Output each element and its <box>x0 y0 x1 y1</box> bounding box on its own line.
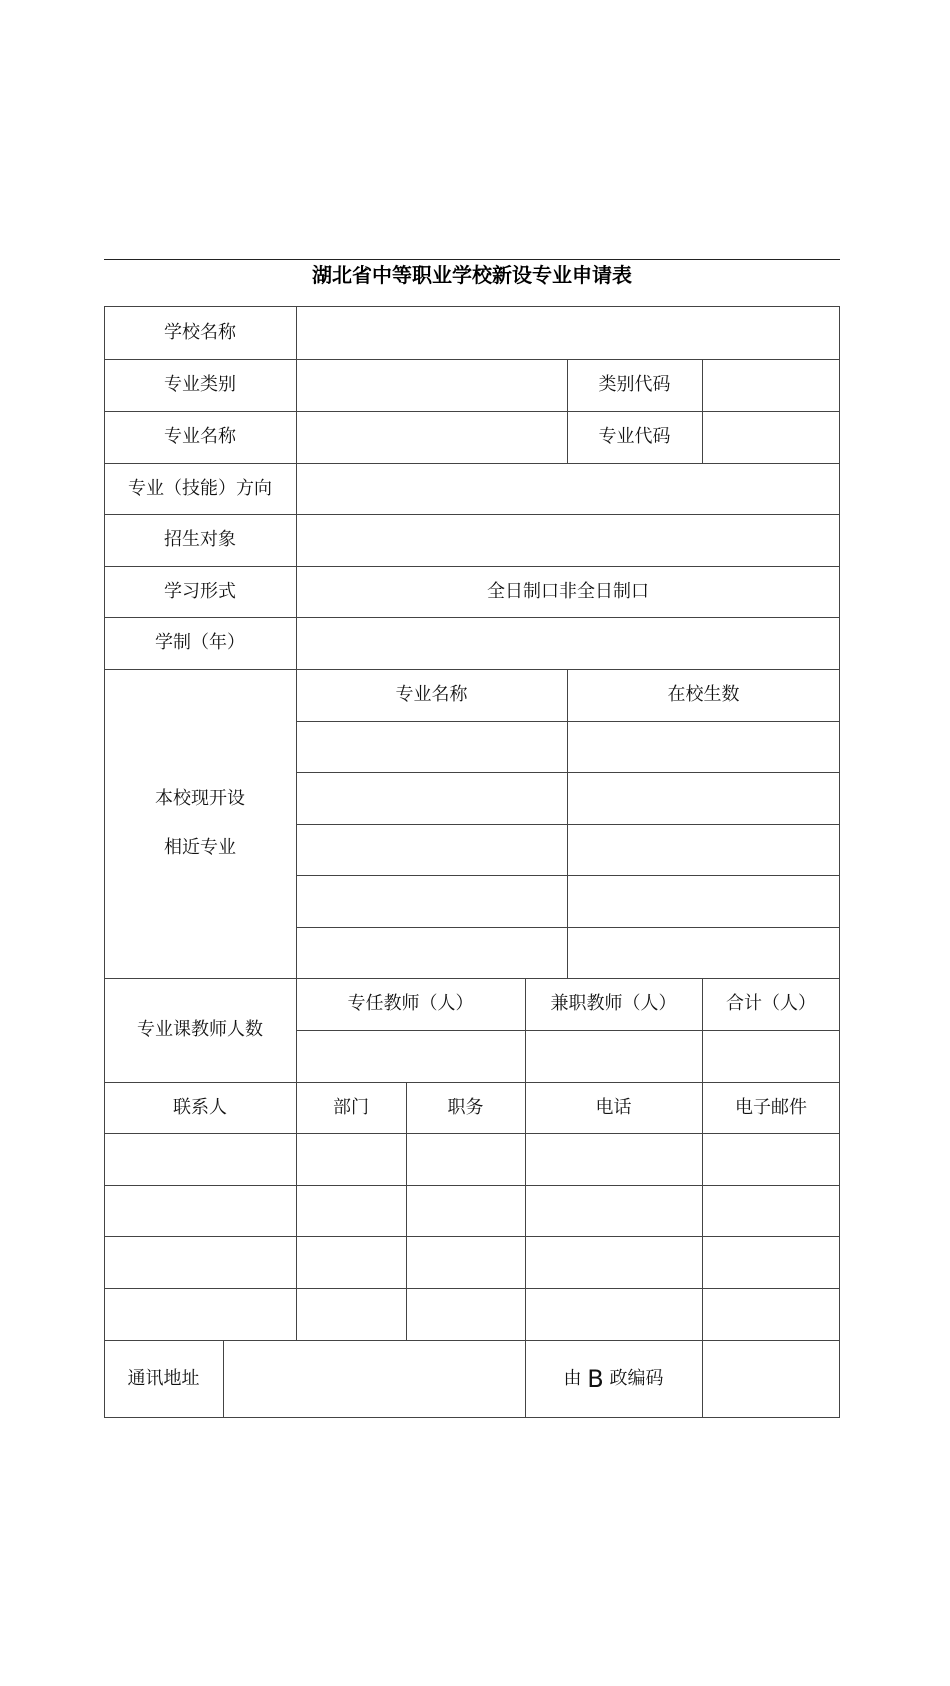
full-time-teachers-field[interactable] <box>296 1030 525 1082</box>
related-major-name-field[interactable] <box>296 721 567 772</box>
contact-department-field[interactable] <box>296 1288 406 1340</box>
related-major-name-field[interactable] <box>296 875 567 927</box>
related-students-field[interactable] <box>567 927 840 978</box>
application-table <box>104 306 840 1418</box>
label-position: 职务 <box>447 1096 484 1118</box>
contact-name-field[interactable] <box>104 1133 296 1185</box>
school-name-field[interactable] <box>296 306 840 359</box>
label-school-name: 学校名称 <box>164 321 236 343</box>
related-students-field[interactable] <box>567 721 840 772</box>
label-direction: 专业（技能）方向 <box>128 477 272 499</box>
total-teachers-field[interactable] <box>702 1030 840 1082</box>
contact-name-field[interactable] <box>104 1236 296 1288</box>
category-code-field[interactable] <box>702 359 840 411</box>
label-teacher-count: 专业课教师人数 <box>137 1019 263 1040</box>
related-major-name-field[interactable] <box>296 824 567 875</box>
related-students-field[interactable] <box>567 824 840 875</box>
postal-label-b: B <box>587 1365 604 1393</box>
contact-email-field[interactable] <box>702 1236 840 1288</box>
contact-phone-field[interactable] <box>525 1236 702 1288</box>
label-phone: 电话 <box>595 1096 632 1118</box>
contact-phone-field[interactable] <box>525 1133 702 1185</box>
related-students-field[interactable] <box>567 772 840 824</box>
label-full-time-teachers: 专任教师（人） <box>347 993 474 1014</box>
label-postal-code <box>525 1340 702 1418</box>
postal-code-field[interactable] <box>702 1340 840 1418</box>
contact-phone-field[interactable] <box>525 1185 702 1236</box>
major-code-field[interactable] <box>702 411 840 463</box>
related-label-line1: 本校现开设 <box>155 788 245 809</box>
contact-position-field[interactable] <box>406 1185 525 1236</box>
label-category-code: 类别代码 <box>598 374 671 395</box>
contact-position-field[interactable] <box>406 1236 525 1288</box>
related-label-line2: 相近专业 <box>164 837 236 858</box>
contact-department-field[interactable] <box>296 1133 406 1185</box>
contact-position-field[interactable] <box>406 1133 525 1185</box>
contact-phone-field[interactable] <box>525 1288 702 1340</box>
contact-name-field[interactable] <box>104 1185 296 1236</box>
related-students-field[interactable] <box>567 875 840 927</box>
label-address: 通讯地址 <box>127 1368 200 1389</box>
related-col-students: 在校生数 <box>667 684 740 705</box>
enrollment-target-field[interactable] <box>296 514 840 566</box>
contact-department-field[interactable] <box>296 1236 406 1288</box>
postal-label-suffix: 政编码 <box>609 1368 664 1389</box>
label-duration: 学制（年） <box>155 632 245 653</box>
contact-email-field[interactable] <box>702 1185 840 1236</box>
label-contact: 联系人 <box>173 1096 227 1118</box>
related-col-major-name: 专业名称 <box>395 684 468 705</box>
form-title: 湖北省中等职业学校新设专业申请表 <box>312 263 632 287</box>
direction-field[interactable] <box>296 463 840 514</box>
label-enrollment-target: 招生对象 <box>164 529 236 550</box>
label-department: 部门 <box>333 1096 369 1118</box>
contact-position-field[interactable] <box>406 1288 525 1340</box>
label-part-time-teachers: 兼职教师（人） <box>550 993 677 1014</box>
duration-field[interactable] <box>296 617 840 669</box>
postal-label-prefix: 由 <box>563 1368 582 1389</box>
study-form-options[interactable]: 全日制口非全日制口 <box>487 580 649 602</box>
contact-email-field[interactable] <box>702 1288 840 1340</box>
label-email: 电子邮件 <box>735 1096 807 1118</box>
major-category-field[interactable] <box>296 359 567 411</box>
label-major-name: 专业名称 <box>164 426 236 447</box>
label-major-code: 专业代码 <box>598 426 671 447</box>
contact-department-field[interactable] <box>296 1185 406 1236</box>
address-field[interactable] <box>223 1340 525 1418</box>
label-major-category: 专业类别 <box>164 374 236 395</box>
label-related-majors <box>104 669 296 978</box>
label-study-form: 学习形式 <box>164 580 236 602</box>
related-major-name-field[interactable] <box>296 927 567 978</box>
related-major-name-field[interactable] <box>296 772 567 824</box>
part-time-teachers-field[interactable] <box>525 1030 702 1082</box>
contact-email-field[interactable] <box>702 1133 840 1185</box>
contact-name-field[interactable] <box>104 1288 296 1340</box>
major-name-field[interactable] <box>296 411 567 463</box>
label-total-teachers: 合计（人） <box>726 993 816 1014</box>
